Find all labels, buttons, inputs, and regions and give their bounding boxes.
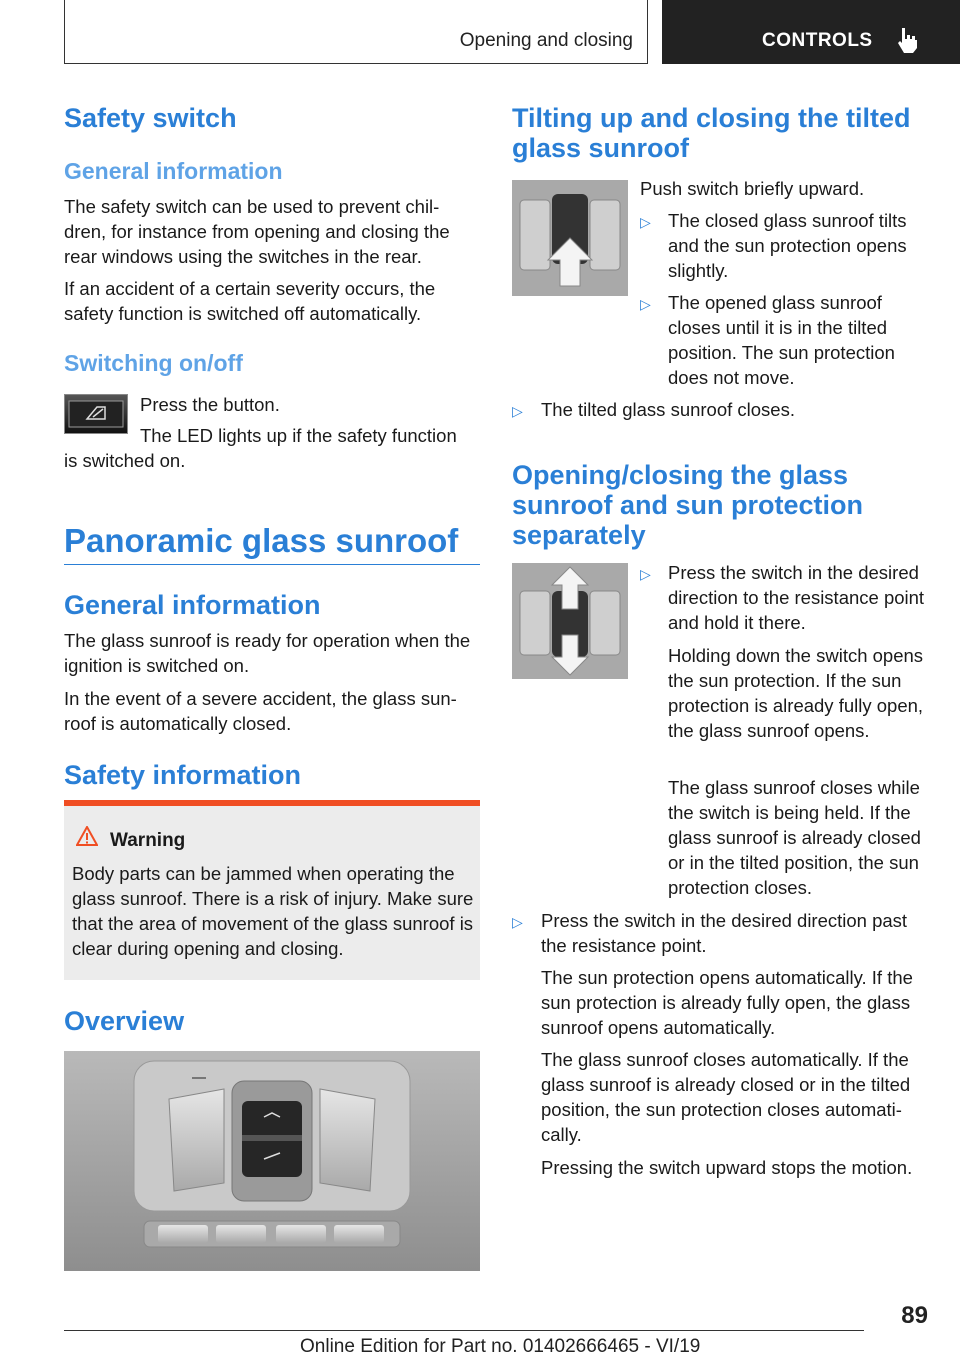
bullet-triangle-icon: ▷ xyxy=(640,214,651,230)
bullet-triangle-icon: ▷ xyxy=(640,296,651,312)
bullet-triangle-icon: ▷ xyxy=(640,566,651,582)
separately-item-1-p2: Holding down the switch opens the sun protection. If the sun protection is already fully open, the glass sunroof opens. xyxy=(668,645,924,741)
separately-item-1-p3: The glass sunroof closes while the switch is being held. If the glass sunroof is already closed or in the tilted position, the sun protection closes. xyxy=(668,777,921,898)
switch-separate-image xyxy=(512,563,628,679)
pointing-hand-icon xyxy=(894,26,920,54)
window-lock-icon xyxy=(65,395,127,433)
footer-divider xyxy=(64,1330,864,1331)
separately-item-2-p2: The sun protection opens automatically. If the sun protection is already fully open, the glass sunroof opens automatically. xyxy=(541,967,913,1038)
warning-triangle-icon xyxy=(76,826,98,846)
switching-p1: Press the button. xyxy=(140,394,280,415)
warning-box xyxy=(64,800,480,980)
warning-text: Body parts can be jammed when operating the glass sunroof. There is a risk of injury. Make sure that the area of movement of the glass sunroof is clear during opening and closing. xyxy=(72,863,474,959)
safety-switch-button-image xyxy=(64,394,128,434)
separately-item-2-p3: The glass sunroof closes automatically. If the glass sunroof is already closed or in the tilted position, the sun protection closes automati‐cally. xyxy=(541,1049,911,1145)
footer-edition: Online Edition for Part no. 01402666465 - VI/19 xyxy=(300,1336,701,1357)
panoramic-general-p2: In the event of a severe accident, the glass sun‐roof is automatically closed. xyxy=(64,688,457,734)
separately-item-2: Press the switch in the desired direction past the resistance point. xyxy=(541,910,908,956)
header-section-title: Opening and closing xyxy=(459,30,633,51)
safety-general-heading: General information xyxy=(64,158,283,184)
overhead-console-image xyxy=(64,1051,480,1271)
header-section-box xyxy=(64,0,648,64)
tilting-item-2: The opened glass sunroof closes until it is in the tilted position. The sun protection does not move. xyxy=(668,292,895,388)
warning-accent-bar xyxy=(64,800,480,806)
tilting-item-1: The closed glass sunroof tilts and the sun protection opens slightly. xyxy=(668,210,907,281)
tilting-title: Tilting up and closing the tilted glass sunroof xyxy=(512,103,911,163)
separately-item-1: Press the switch in the desired direction to the resistance point and hold it there. xyxy=(668,562,925,633)
panoramic-title: Panoramic glass sunroof xyxy=(64,522,459,559)
header-chapter-tab xyxy=(662,0,960,64)
tilting-intro: Push switch briefly upward. xyxy=(640,178,865,199)
chapter-divider xyxy=(64,564,480,565)
safety-information-heading: Safety information xyxy=(64,760,302,790)
bullet-triangle-icon: ▷ xyxy=(512,914,523,930)
switching-p2a: The LED lights up if the safety function xyxy=(140,425,457,446)
header-chapter-title: CONTROLS xyxy=(762,30,873,51)
tilting-item-3: The tilted glass sunroof closes. xyxy=(541,399,795,420)
panoramic-general-p1: The glass sunroof is ready for operation when the ignition is switched on. xyxy=(64,630,471,676)
panoramic-general-heading: General information xyxy=(64,590,321,620)
switch-tilt-image xyxy=(512,180,628,296)
separately-item-2-p4: Pressing the switch upward stops the motion. xyxy=(541,1157,913,1178)
bullet-triangle-icon: ▷ xyxy=(512,403,523,419)
safety-switch-title: Safety switch xyxy=(64,103,237,133)
warning-title: Warning xyxy=(110,830,186,851)
switching-p2b: is switched on. xyxy=(64,450,186,471)
switching-heading: Switching on/off xyxy=(64,350,243,376)
safety-general-p2: If an accident of a certain severity occurs, the safety function is switched off automatically. xyxy=(64,278,436,324)
overview-heading: Overview xyxy=(64,1006,185,1036)
page-number: 89 xyxy=(901,1302,928,1329)
separately-title: Opening/closing the glass sunroof and sun protection separately xyxy=(512,460,863,550)
safety-general-p1: The safety switch can be used to prevent chil‐dren, for instance from opening and closing the rear windows using the switches in the rear. xyxy=(64,196,450,267)
